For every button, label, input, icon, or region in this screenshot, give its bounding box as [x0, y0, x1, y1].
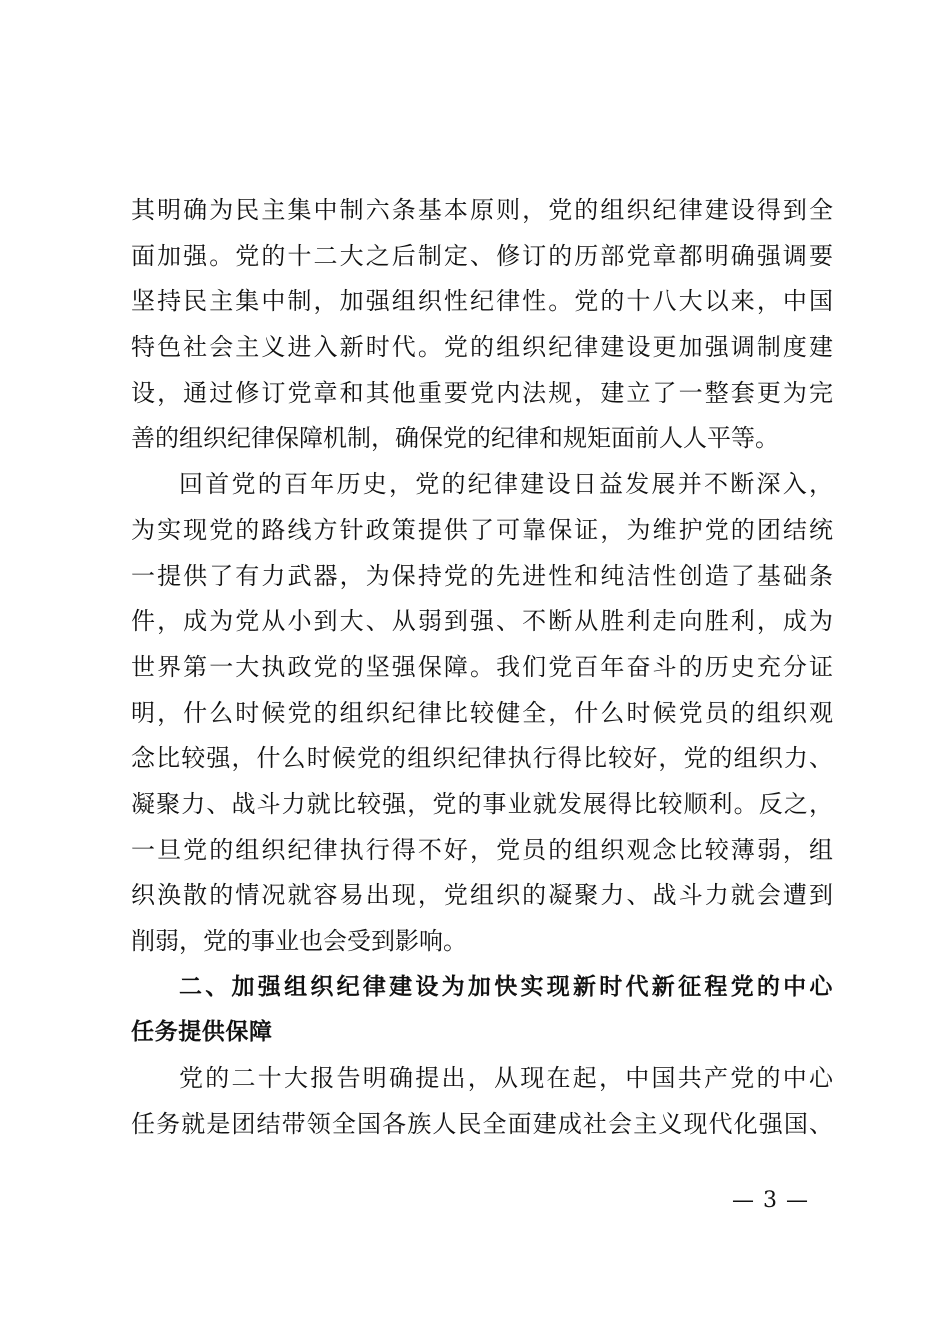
paragraph-2-line-8: 凝聚力、战斗力就比较强，党的事业就发展得比较顺利。反之，: [131, 789, 833, 818]
paragraph-2-line-11: 削弱，党的事业也会受到影响。: [131, 927, 467, 955]
paragraph-2-line-2: 为实现党的路线方针政策提供了可靠保证，为维护党的团结统: [131, 515, 833, 544]
paragraph-1-line-4: 特色社会主义进入新时代。党的组织纪律建设更加强调制度建: [131, 333, 833, 362]
paragraph-2-line-1: 回首党的百年历史，党的纪律建设日益发展并不断深入，: [179, 470, 833, 499]
paragraph-3-line-2: 任务就是团结带领全国各族人民全面建成社会主义现代化强国、: [131, 1109, 833, 1138]
paragraph-1-line-6: 善的组织纪律保障机制，确保党的纪律和规矩面前人人平等。: [131, 424, 779, 453]
paragraph-1-line-3: 坚持民主集中制，加强组织性纪律性。党的十八大以来，中国: [131, 287, 833, 316]
paragraph-3-line-1: 党的二十大报告明确提出，从现在起，中国共产党的中心: [179, 1064, 833, 1093]
paragraph-2-line-4: 件，成为党从小到大、从弱到强、不断从胜利走向胜利，成为: [131, 607, 833, 636]
body-text: [131, 188, 833, 1147]
section-heading-line-2: 任务提供保障: [131, 1019, 273, 1046]
paragraph-1-line-2: 面加强。党的十二大之后制定、修订的历部党章都明确强调要: [131, 241, 833, 270]
paragraph-2-line-5: 世界第一大执政党的坚强保障。我们党百年奋斗的历史充分证: [131, 652, 833, 681]
paragraph-2-line-7: 念比较强，什么时候党的组织纪律执行得比较好，党的组织力、: [131, 744, 833, 773]
paragraph-2-line-3: 一提供了有力武器，为保持党的先进性和纯洁性创造了基础条: [131, 561, 833, 590]
paragraph-2-line-9: 一旦党的组织纪律执行得不好，党员的组织观念比较薄弱，组: [131, 835, 833, 864]
paragraph-1-line-1: 其明确为民主集中制六条基本原则，党的组织纪律建设得到全: [131, 196, 833, 224]
paragraph-2-line-10: 织涣散的情况就容易出现，党组织的凝聚力、战斗力就会遭到: [131, 881, 833, 910]
paragraph-2-line-6: 明，什么时候党的组织纪律比较健全，什么时候党员的组织观: [131, 698, 833, 727]
page-number: — 3 —: [732, 1188, 809, 1213]
section-heading-line-1: 二、加强组织纪律建设为加快实现新时代新征程党的中心: [179, 973, 833, 1000]
paragraph-1-line-5: 设，通过修订党章和其他重要党内法规，建立了一整套更为完: [131, 378, 833, 407]
